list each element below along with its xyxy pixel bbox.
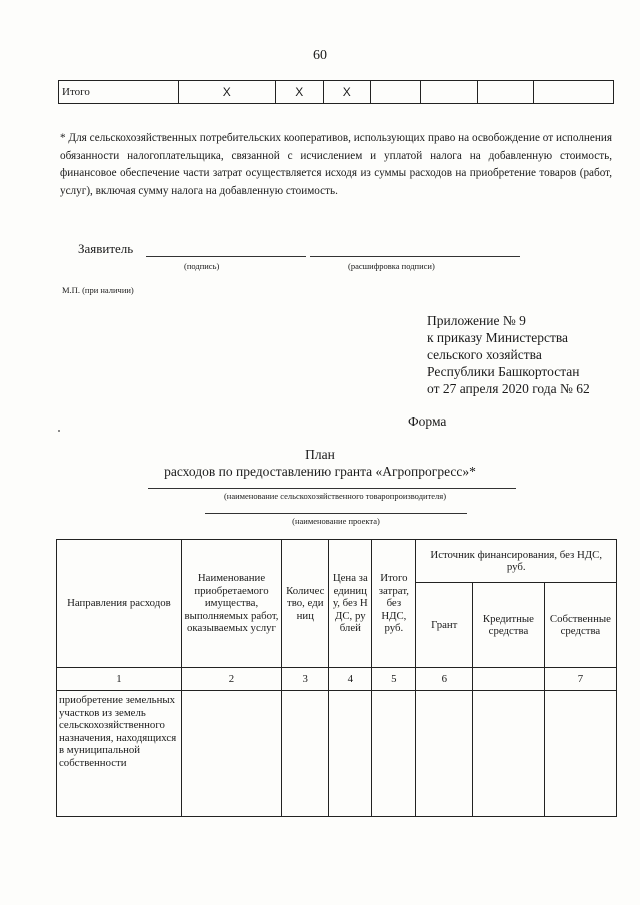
header-grant: Грант xyxy=(416,583,473,668)
table-row xyxy=(57,691,617,817)
plan-title: План xyxy=(305,447,335,462)
column-number: 5 xyxy=(372,668,416,691)
header-row xyxy=(57,540,617,583)
decoding-line xyxy=(310,256,520,257)
applicant-block xyxy=(78,241,133,257)
itogo-label: Итого xyxy=(59,81,179,104)
producer-caption: (наименование сельскохозяйственного товаропроизводителя) xyxy=(223,491,447,501)
header-own: Собственные средства xyxy=(544,583,616,668)
signature-caption: (подпись) xyxy=(184,261,220,271)
column-number: 7 xyxy=(544,668,616,691)
column-number xyxy=(473,668,545,691)
appendix-line: от 27 апреля 2020 года № 62 xyxy=(427,381,590,396)
numbers-row xyxy=(57,668,617,691)
table-cell xyxy=(473,691,545,817)
header-source: Источник финансирования, без НДС, руб. xyxy=(416,540,617,583)
table-cell xyxy=(282,691,329,817)
plan-table xyxy=(56,539,617,817)
producer-line xyxy=(148,488,516,489)
itogo-cell: Х xyxy=(178,81,275,104)
itogo-cell: Х xyxy=(275,81,323,104)
form-label: Форма xyxy=(408,414,447,429)
appendix-line: Приложение № 9 xyxy=(427,313,526,328)
column-number: 1 xyxy=(57,668,182,691)
table-cell xyxy=(544,691,616,817)
header-total: Итого затрат, без НДС, руб. xyxy=(372,540,416,668)
itogo-cell xyxy=(478,81,534,104)
itogo-cell xyxy=(533,81,613,104)
table-cell xyxy=(372,691,416,817)
header-price: Цена за единицу, без НДС, рублей xyxy=(329,540,372,668)
plan-subtitle: расходов по предоставлению гранта «Агропрогресс»* xyxy=(164,464,476,479)
itogo-row xyxy=(59,81,614,104)
column-number: 3 xyxy=(282,668,329,691)
stamp-note: М.П. (при наличии) xyxy=(62,285,134,295)
decoding-caption: (расшифровка подписи) xyxy=(348,261,435,271)
appendix-block xyxy=(427,312,590,397)
page-number: 60 xyxy=(313,48,327,63)
footnote: * Для сельскохозяйственных потребительских кооперативов, использующих право на освобождение от исполнения обязанности налогоплательщика, связанной с исчислением и уплатой налога на добавленную стоимость, финансовое обеспечение части затрат осуществляется исходя из суммы расходов на приобретение товаров (работ, услуг), включая сумму налога на добавленную стоимость. xyxy=(60,132,612,197)
scan-speck xyxy=(58,430,60,432)
plan-title-block xyxy=(0,446,640,480)
itogo-table xyxy=(58,80,614,104)
header-direction: Направления расходов xyxy=(57,540,182,668)
applicant-label: Заявитель xyxy=(78,241,134,256)
header-credit: Кредитные средства xyxy=(473,583,545,668)
table-cell xyxy=(416,691,473,817)
table-cell xyxy=(329,691,372,817)
project-line xyxy=(205,513,467,514)
row-direction: приобретение земельных участков из земель сельскохозяйственного назначения, находящихся в муниципальной собственности xyxy=(57,691,182,817)
itogo-cell xyxy=(370,81,420,104)
column-number: 4 xyxy=(329,668,372,691)
header-name: Наименование приобретаемого имущества, выполняемых работ, оказываемых услуг xyxy=(181,540,281,668)
column-number: 6 xyxy=(416,668,473,691)
itogo-cell: Х xyxy=(323,81,370,104)
appendix-line: к приказу Министерства xyxy=(427,330,569,345)
itogo-cell xyxy=(420,81,478,104)
appendix-line: Республики Башкортостан xyxy=(427,364,580,379)
table-cell xyxy=(181,691,281,817)
signature-line xyxy=(146,256,306,257)
column-number: 2 xyxy=(181,668,281,691)
header-qty: Количество, единиц xyxy=(282,540,329,668)
project-caption: (наименование проекта) xyxy=(292,516,380,526)
appendix-line: сельского хозяйства xyxy=(427,347,542,362)
